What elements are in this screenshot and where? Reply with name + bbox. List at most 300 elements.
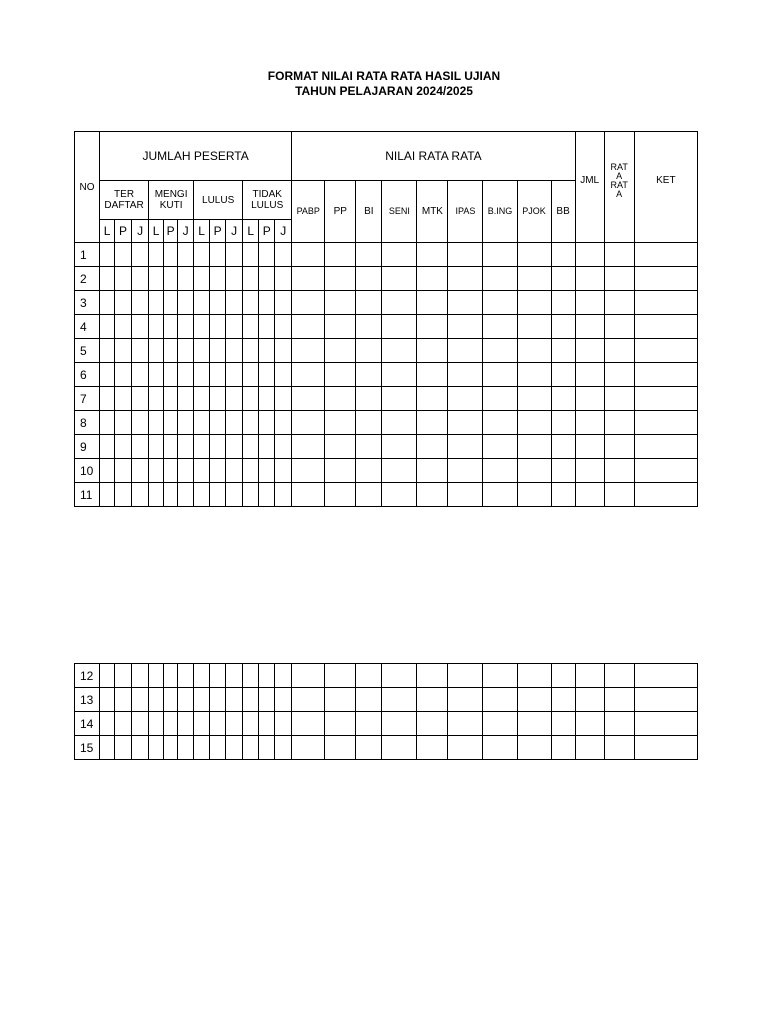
empty-cell — [448, 736, 483, 760]
empty-cell — [356, 291, 382, 315]
empty-cell — [517, 712, 551, 736]
empty-cell — [356, 363, 382, 387]
empty-cell — [551, 243, 575, 267]
empty-cell — [115, 483, 132, 507]
empty-cell — [115, 459, 132, 483]
empty-cell — [517, 267, 551, 291]
empty-cell — [115, 339, 132, 363]
empty-cell — [551, 712, 575, 736]
empty-cell — [417, 459, 448, 483]
empty-cell — [259, 435, 275, 459]
empty-cell — [149, 243, 164, 267]
empty-cell — [100, 483, 115, 507]
empty-cell — [115, 387, 132, 411]
empty-cell — [164, 315, 178, 339]
empty-cell — [164, 267, 178, 291]
empty-cell — [149, 363, 164, 387]
empty-cell — [517, 736, 551, 760]
empty-cell — [604, 483, 634, 507]
empty-cell — [115, 664, 132, 688]
lpj-header-j: J — [132, 220, 149, 243]
empty-cell — [149, 387, 164, 411]
empty-cell — [210, 387, 226, 411]
empty-cell — [100, 459, 115, 483]
empty-cell — [243, 387, 259, 411]
empty-cell — [132, 387, 149, 411]
empty-cell — [259, 363, 275, 387]
empty-cell — [325, 387, 356, 411]
empty-cell — [517, 315, 551, 339]
empty-cell — [517, 243, 551, 267]
empty-cell — [483, 435, 517, 459]
empty-cell — [259, 387, 275, 411]
empty-cell — [575, 483, 604, 507]
empty-cell — [417, 339, 448, 363]
empty-cell — [551, 339, 575, 363]
empty-cell — [575, 411, 604, 435]
score-table — [74, 131, 698, 507]
empty-cell — [132, 267, 149, 291]
empty-cell — [243, 267, 259, 291]
empty-cell — [604, 387, 634, 411]
empty-cell — [325, 712, 356, 736]
empty-cell — [149, 315, 164, 339]
empty-cell — [100, 243, 115, 267]
empty-cell — [382, 459, 417, 483]
empty-cell — [194, 267, 210, 291]
table-row — [75, 267, 698, 291]
empty-cell — [275, 411, 292, 435]
empty-cell — [382, 712, 417, 736]
empty-cell — [292, 243, 325, 267]
empty-cell — [325, 243, 356, 267]
empty-cell — [483, 736, 517, 760]
empty-cell — [575, 363, 604, 387]
lpj-header-j: J — [275, 220, 292, 243]
empty-cell — [194, 411, 210, 435]
empty-cell — [210, 435, 226, 459]
empty-cell — [517, 483, 551, 507]
empty-cell — [259, 459, 275, 483]
empty-cell — [382, 411, 417, 435]
empty-cell — [356, 315, 382, 339]
empty-cell — [604, 712, 634, 736]
empty-cell — [259, 291, 275, 315]
empty-cell — [100, 387, 115, 411]
empty-cell — [292, 688, 325, 712]
empty-cell — [226, 435, 243, 459]
empty-cell — [194, 736, 210, 760]
empty-cell — [356, 712, 382, 736]
empty-cell — [164, 291, 178, 315]
empty-cell — [517, 387, 551, 411]
table-row — [75, 435, 698, 459]
empty-cell — [178, 363, 194, 387]
empty-cell — [604, 315, 634, 339]
empty-cell — [226, 459, 243, 483]
empty-cell — [259, 243, 275, 267]
empty-cell — [551, 267, 575, 291]
empty-cell — [149, 411, 164, 435]
empty-cell — [194, 243, 210, 267]
empty-cell — [575, 291, 604, 315]
empty-cell — [517, 459, 551, 483]
empty-cell — [517, 291, 551, 315]
empty-cell — [243, 712, 259, 736]
empty-cell — [517, 435, 551, 459]
empty-cell — [356, 243, 382, 267]
lpj-header-p: P — [210, 220, 226, 243]
empty-cell — [483, 483, 517, 507]
empty-cell — [210, 411, 226, 435]
empty-cell — [149, 459, 164, 483]
empty-cell — [551, 664, 575, 688]
empty-cell — [164, 459, 178, 483]
empty-cell — [634, 411, 697, 435]
empty-cell — [634, 435, 697, 459]
row-number: 1 — [75, 243, 100, 267]
empty-cell — [575, 315, 604, 339]
empty-cell — [100, 267, 115, 291]
empty-cell — [417, 411, 448, 435]
empty-cell — [634, 291, 697, 315]
empty-cell — [483, 339, 517, 363]
empty-cell — [132, 736, 149, 760]
empty-cell — [634, 664, 697, 688]
table-row — [75, 411, 698, 435]
empty-cell — [164, 435, 178, 459]
empty-cell — [604, 435, 634, 459]
empty-cell — [325, 664, 356, 688]
empty-cell — [210, 459, 226, 483]
empty-cell — [517, 411, 551, 435]
empty-cell — [604, 664, 634, 688]
score-table-body — [75, 243, 698, 507]
empty-cell — [132, 688, 149, 712]
empty-cell — [149, 688, 164, 712]
empty-cell — [275, 664, 292, 688]
empty-cell — [604, 339, 634, 363]
empty-cell — [634, 243, 697, 267]
empty-cell — [164, 712, 178, 736]
empty-cell — [292, 435, 325, 459]
empty-cell — [634, 387, 697, 411]
empty-cell — [356, 664, 382, 688]
empty-cell — [178, 688, 194, 712]
empty-cell — [417, 736, 448, 760]
empty-cell — [382, 483, 417, 507]
empty-cell — [356, 688, 382, 712]
empty-cell — [382, 315, 417, 339]
empty-cell — [356, 411, 382, 435]
empty-cell — [483, 411, 517, 435]
empty-cell — [164, 736, 178, 760]
empty-cell — [194, 387, 210, 411]
empty-cell — [226, 339, 243, 363]
empty-cell — [575, 736, 604, 760]
empty-cell — [292, 459, 325, 483]
row-number: 9 — [75, 435, 100, 459]
empty-cell — [243, 363, 259, 387]
empty-cell — [178, 339, 194, 363]
document-title: FORMAT NILAI RATA RATA HASIL UJIAN — [267, 69, 501, 83]
empty-cell — [292, 712, 325, 736]
empty-cell — [259, 712, 275, 736]
empty-cell — [448, 363, 483, 387]
empty-cell — [325, 267, 356, 291]
empty-cell — [575, 435, 604, 459]
empty-cell — [164, 387, 178, 411]
empty-cell — [178, 411, 194, 435]
empty-cell — [551, 483, 575, 507]
subject-header-pp: PP — [325, 181, 356, 243]
empty-cell — [164, 411, 178, 435]
empty-cell — [448, 688, 483, 712]
empty-cell — [292, 339, 325, 363]
empty-cell — [132, 459, 149, 483]
row-number: 2 — [75, 267, 100, 291]
empty-cell — [634, 315, 697, 339]
empty-cell — [115, 291, 132, 315]
empty-cell — [164, 664, 178, 688]
empty-cell — [132, 363, 149, 387]
empty-cell — [149, 435, 164, 459]
col-header-rata-rata: RAT A RAT A — [604, 132, 634, 243]
empty-cell — [417, 712, 448, 736]
empty-cell — [575, 712, 604, 736]
empty-cell — [356, 483, 382, 507]
empty-cell — [100, 688, 115, 712]
empty-cell — [417, 291, 448, 315]
empty-cell — [178, 459, 194, 483]
empty-cell — [132, 435, 149, 459]
empty-cell — [132, 315, 149, 339]
subject-header-bb: BB — [551, 181, 575, 243]
empty-cell — [551, 736, 575, 760]
score-table-continued — [74, 663, 698, 760]
empty-cell — [382, 435, 417, 459]
empty-cell — [115, 243, 132, 267]
empty-cell — [100, 736, 115, 760]
empty-cell — [178, 387, 194, 411]
empty-cell — [356, 435, 382, 459]
empty-cell — [210, 267, 226, 291]
empty-cell — [226, 291, 243, 315]
table-row — [75, 483, 698, 507]
empty-cell — [210, 363, 226, 387]
empty-cell — [604, 459, 634, 483]
empty-cell — [226, 664, 243, 688]
empty-cell — [149, 483, 164, 507]
empty-cell — [356, 339, 382, 363]
empty-cell — [115, 411, 132, 435]
empty-cell — [100, 363, 115, 387]
row-number: 3 — [75, 291, 100, 315]
group-header-nilai-rata-rata: NILAI RATA RATA — [292, 132, 575, 181]
empty-cell — [417, 483, 448, 507]
empty-cell — [292, 664, 325, 688]
empty-cell — [483, 712, 517, 736]
empty-cell — [194, 664, 210, 688]
empty-cell — [226, 387, 243, 411]
table-row — [75, 387, 698, 411]
table-row — [75, 243, 698, 267]
empty-cell — [210, 243, 226, 267]
empty-cell — [356, 736, 382, 760]
empty-cell — [194, 339, 210, 363]
empty-cell — [448, 411, 483, 435]
empty-cell — [604, 411, 634, 435]
empty-cell — [226, 736, 243, 760]
empty-cell — [115, 315, 132, 339]
empty-cell — [382, 664, 417, 688]
empty-cell — [292, 267, 325, 291]
empty-cell — [149, 291, 164, 315]
empty-cell — [448, 291, 483, 315]
subheader-lulus: LULUS — [194, 181, 243, 220]
empty-cell — [100, 664, 115, 688]
empty-cell — [100, 435, 115, 459]
subject-header-ipas: IPAS — [448, 181, 483, 243]
subject-header-pjok: PJOK — [517, 181, 551, 243]
empty-cell — [178, 315, 194, 339]
empty-cell — [178, 712, 194, 736]
empty-cell — [634, 736, 697, 760]
table-row — [75, 291, 698, 315]
table-row — [75, 339, 698, 363]
empty-cell — [149, 664, 164, 688]
empty-cell — [325, 459, 356, 483]
empty-cell — [604, 736, 634, 760]
empty-cell — [483, 291, 517, 315]
empty-cell — [448, 315, 483, 339]
col-header-jml: JML — [575, 132, 604, 243]
empty-cell — [164, 483, 178, 507]
empty-cell — [417, 688, 448, 712]
subheader-mengikuti: MENGI KUTI — [149, 181, 194, 220]
empty-cell — [178, 483, 194, 507]
empty-cell — [243, 243, 259, 267]
empty-cell — [292, 387, 325, 411]
empty-cell — [275, 435, 292, 459]
empty-cell — [243, 688, 259, 712]
subject-header-pabp: PABP — [292, 181, 325, 243]
empty-cell — [325, 411, 356, 435]
empty-cell — [194, 363, 210, 387]
empty-cell — [634, 688, 697, 712]
empty-cell — [575, 339, 604, 363]
empty-cell — [132, 712, 149, 736]
empty-cell — [226, 243, 243, 267]
empty-cell — [259, 339, 275, 363]
empty-cell — [275, 459, 292, 483]
empty-cell — [164, 688, 178, 712]
empty-cell — [210, 483, 226, 507]
empty-cell — [551, 459, 575, 483]
empty-cell — [210, 736, 226, 760]
empty-cell — [604, 267, 634, 291]
empty-cell — [259, 483, 275, 507]
empty-cell — [356, 267, 382, 291]
row-number: 14 — [75, 712, 100, 736]
empty-cell — [194, 459, 210, 483]
empty-cell — [325, 435, 356, 459]
subject-header-bing: B.ING — [483, 181, 517, 243]
empty-cell — [575, 243, 604, 267]
empty-cell — [226, 688, 243, 712]
empty-cell — [382, 736, 417, 760]
lpj-header-l: L — [149, 220, 164, 243]
empty-cell — [483, 688, 517, 712]
empty-cell — [194, 483, 210, 507]
lpj-header-p: P — [115, 220, 132, 243]
empty-cell — [448, 483, 483, 507]
empty-cell — [275, 315, 292, 339]
empty-cell — [115, 267, 132, 291]
empty-cell — [210, 291, 226, 315]
empty-cell — [178, 267, 194, 291]
document-subtitle: TAHUN PELAJARAN 2024/2025 — [295, 84, 473, 98]
empty-cell — [275, 363, 292, 387]
col-header-ket: KET — [634, 132, 697, 243]
empty-cell — [551, 387, 575, 411]
empty-cell — [132, 664, 149, 688]
row-number: 6 — [75, 363, 100, 387]
empty-cell — [483, 315, 517, 339]
empty-cell — [149, 712, 164, 736]
empty-cell — [382, 243, 417, 267]
empty-cell — [292, 736, 325, 760]
empty-cell — [243, 339, 259, 363]
empty-cell — [259, 736, 275, 760]
empty-cell — [325, 736, 356, 760]
table-row — [75, 459, 698, 483]
empty-cell — [210, 712, 226, 736]
empty-cell — [448, 339, 483, 363]
empty-cell — [243, 664, 259, 688]
empty-cell — [417, 387, 448, 411]
empty-cell — [226, 483, 243, 507]
empty-cell — [132, 291, 149, 315]
empty-cell — [448, 459, 483, 483]
empty-cell — [194, 435, 210, 459]
empty-cell — [115, 435, 132, 459]
empty-cell — [259, 688, 275, 712]
empty-cell — [448, 435, 483, 459]
empty-cell — [417, 363, 448, 387]
empty-cell — [325, 315, 356, 339]
lpj-header-l: L — [194, 220, 210, 243]
empty-cell — [417, 267, 448, 291]
empty-cell — [275, 387, 292, 411]
empty-cell — [575, 459, 604, 483]
empty-cell — [448, 387, 483, 411]
empty-cell — [382, 688, 417, 712]
col-header-no: NO — [75, 132, 100, 243]
score-table-continued-body — [75, 664, 698, 760]
empty-cell — [292, 291, 325, 315]
empty-cell — [259, 267, 275, 291]
empty-cell — [575, 664, 604, 688]
empty-cell — [275, 736, 292, 760]
empty-cell — [178, 243, 194, 267]
subject-header-bi: BI — [356, 181, 382, 243]
empty-cell — [417, 315, 448, 339]
empty-cell — [210, 339, 226, 363]
empty-cell — [243, 459, 259, 483]
empty-cell — [115, 363, 132, 387]
empty-cell — [575, 387, 604, 411]
